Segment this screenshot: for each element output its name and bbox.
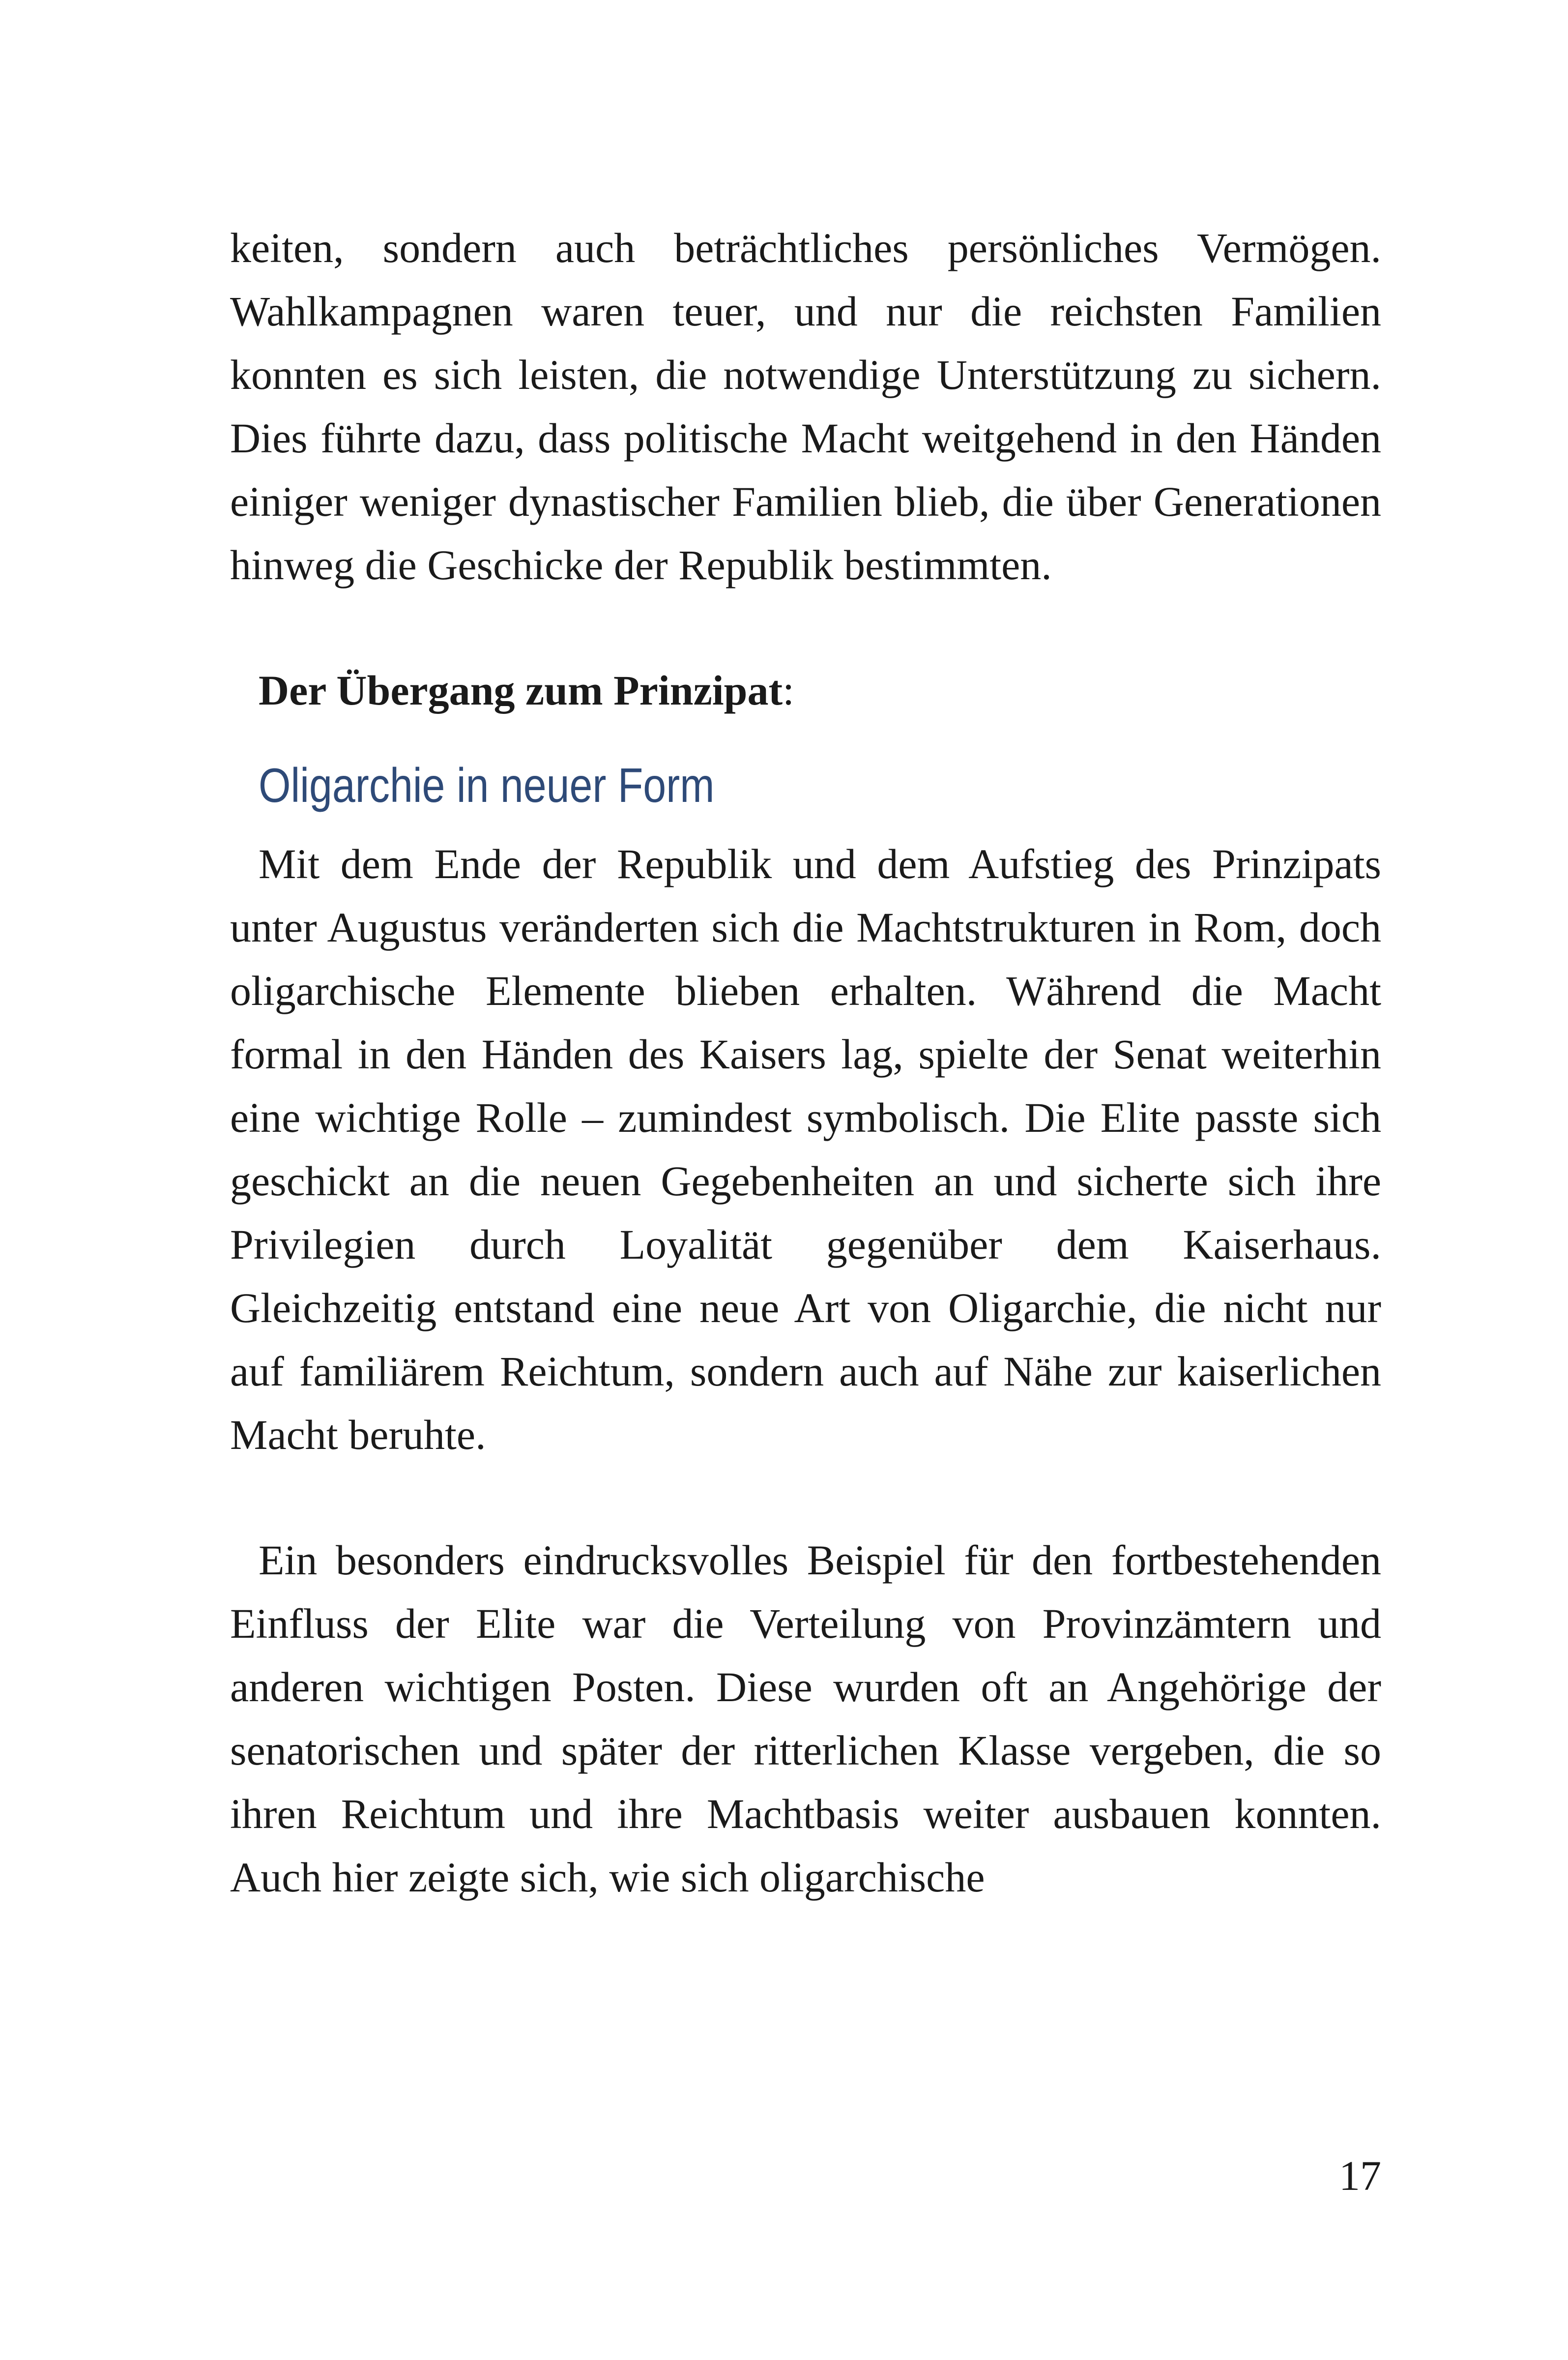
subheading-text: Der Übergang zum Prinzipat: [259, 667, 783, 714]
page-number: 17: [1339, 2152, 1381, 2199]
subheading-colon: :: [783, 667, 795, 714]
spacer: [230, 1467, 1381, 1529]
spacer: [230, 820, 1381, 832]
section-title: Oligarchie in neuer Form: [259, 758, 715, 812]
paragraph-1: keiten, sondern auch beträchtliches persönliches Vermögen. Wahlkampagnen waren teuer, und nur die reichsten Familien konnten es sich leisten, die notwendige Unterstützung zu sichern. Dies führte dazu, dass politische Macht weitgehend in den Händen einiger weniger dynastischer Familien blieb, die über Generationen hinweg die Geschicke der Republik bestimmten.: [230, 224, 1381, 589]
paragraph-2: Mit dem Ende der Republik und dem Aufstieg des Prinzipats unter Augustus veränderten sich die Machtstrukturen in Rom, doch oligarchische Elemente blieben erhalten. Während die Macht formal in den Händen des Kaisers lag, spielte der Senat weiterhin eine wichtige Rolle – zumindest symbolisch. Die Elite passte sich geschickt an die neuen Gegebenheiten an und sicherte sich ihre Privilegien durch Loyalität gegenüber dem Kaiserhaus. Gleichzeitig entstand eine neue Art von Oligarchie, die nicht nur auf familiärem Reichtum, sondern auch auf Nähe zur kaiserlichen Macht beruhte.: [230, 840, 1381, 1458]
subheading: [259, 659, 1381, 722]
spacer: [230, 722, 1381, 751]
spacer: [230, 597, 1381, 659]
page-content: [230, 216, 1381, 1909]
paragraph-3: Ein besonders eindrucksvolles Beispiel für den fortbestehenden Einfluss der Elite war die Verteilung von Provinzämtern und anderen wichtigen Posten. Diese wurden oft an Angehörige der senatorischen und später der ritterlichen Klasse vergeben, die so ihren Reichtum und ihre Machtbasis weiter ausbauen konnten. Auch hier zeigte sich, wie sich oligarchische: [230, 1536, 1381, 1901]
